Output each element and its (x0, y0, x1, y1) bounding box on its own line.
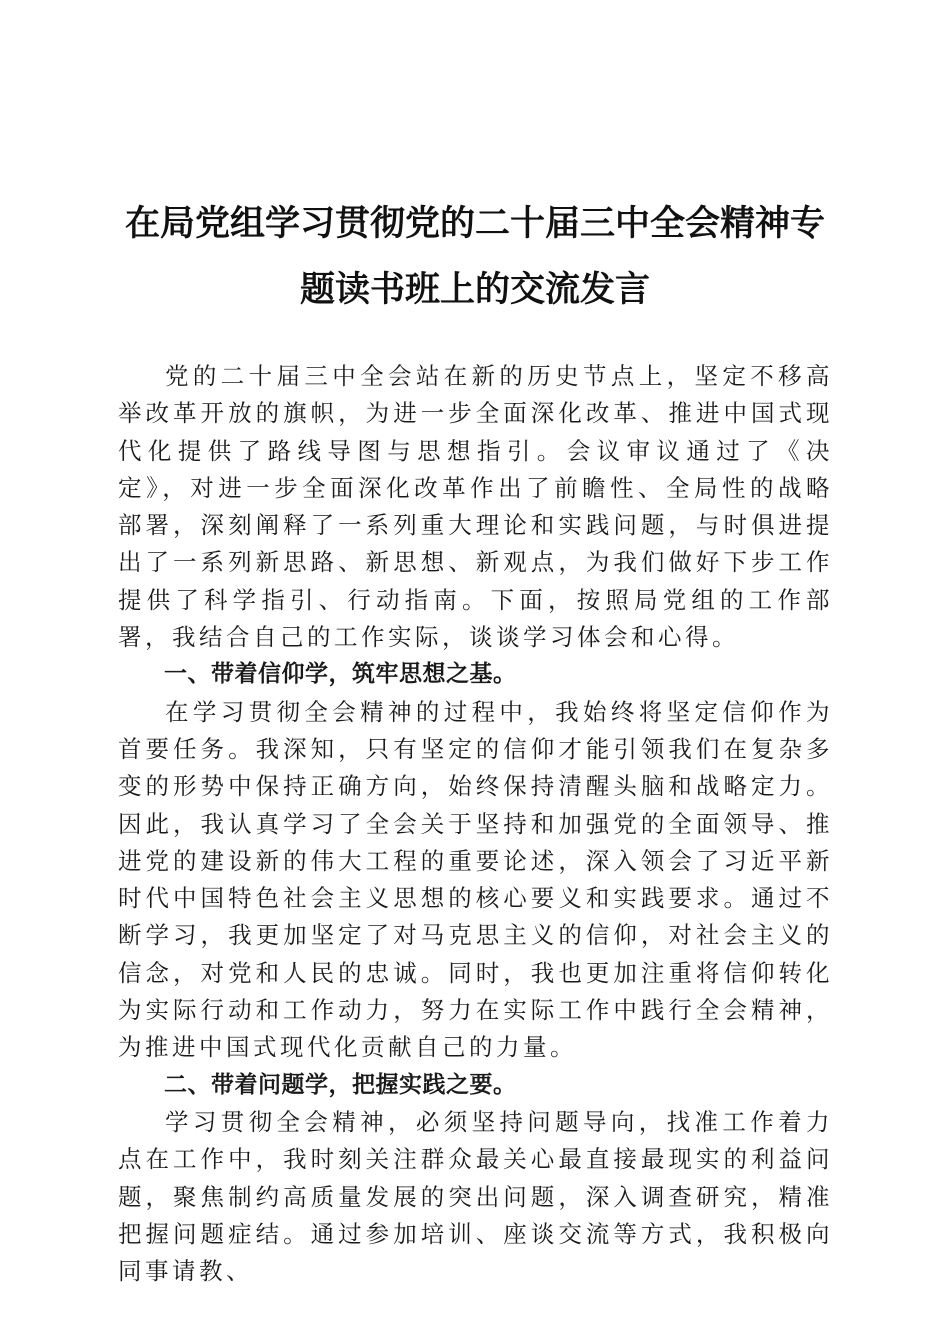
document-title-line2: 题读书班上的交流发言 (299, 269, 650, 310)
section-heading-2: 二、带着问题学，把握实践之要。 (164, 1071, 517, 1098)
paragraph-section-2: 学习贯彻全会精神，必须坚持问题导向，找准工作着力点在工作中，我时刻关注群众最关心最直接最现实的利益问题，聚焦制约高质量发展的突出问题，深入调查研究，精准把握问题症结。通过参加培训、座谈交流等方式，我积极向同事请教、 (118, 1107, 833, 1286)
document-body (118, 358, 833, 1290)
section-heading-1: 一、带着信仰学，筑牢思想之基。 (164, 661, 517, 688)
paragraph-section-1: 在学习贯彻全会精神的过程中，我始终将坚定信仰作为首要任务。我深知，只有坚定的信仰才能引领我们在复杂多变的形势中保持正确方向，始终保持清醒头脑和战略定力。因此，我认真学习了全会关于坚持和加强党的全面领导、推进党的建设新的伟大工程的重要论述，深入领会了习近平新时代中国特色社会主义思想的核心要义和实践要求。通过不断学习，我更加坚定了对马克思主义的信仰，对社会主义的信念，对党和人民的忠诚。同时，我也更加注重将信仰转化为实际行动和工作动力，努力在实际工作中践行全会精神，为推进中国式现代化贡献自己的力量。 (118, 697, 833, 1062)
document-title-line1: 在局党组学习贯彻党的二十届三中全会精神专 (124, 203, 825, 244)
paragraph-intro: 党的二十届三中全会站在新的历史节点上，坚定不移高举改革开放的旗帜，为进一步全面深化改革、推进中国式现代化提供了路线导图与思想指引。会议审议通过了《决定》，对进一步全面深化改革作出了前瞻性、全局性的战略部署，深刻阐释了一系列重大理论和实践问题，与时俱进提出了一系列新思路、新思想、新观点，为我们做好下步工作提供了科学指引、行动指南。下面，按照局党组的工作部署，我结合自己的工作实际，谈谈学习体会和心得。 (118, 362, 833, 652)
